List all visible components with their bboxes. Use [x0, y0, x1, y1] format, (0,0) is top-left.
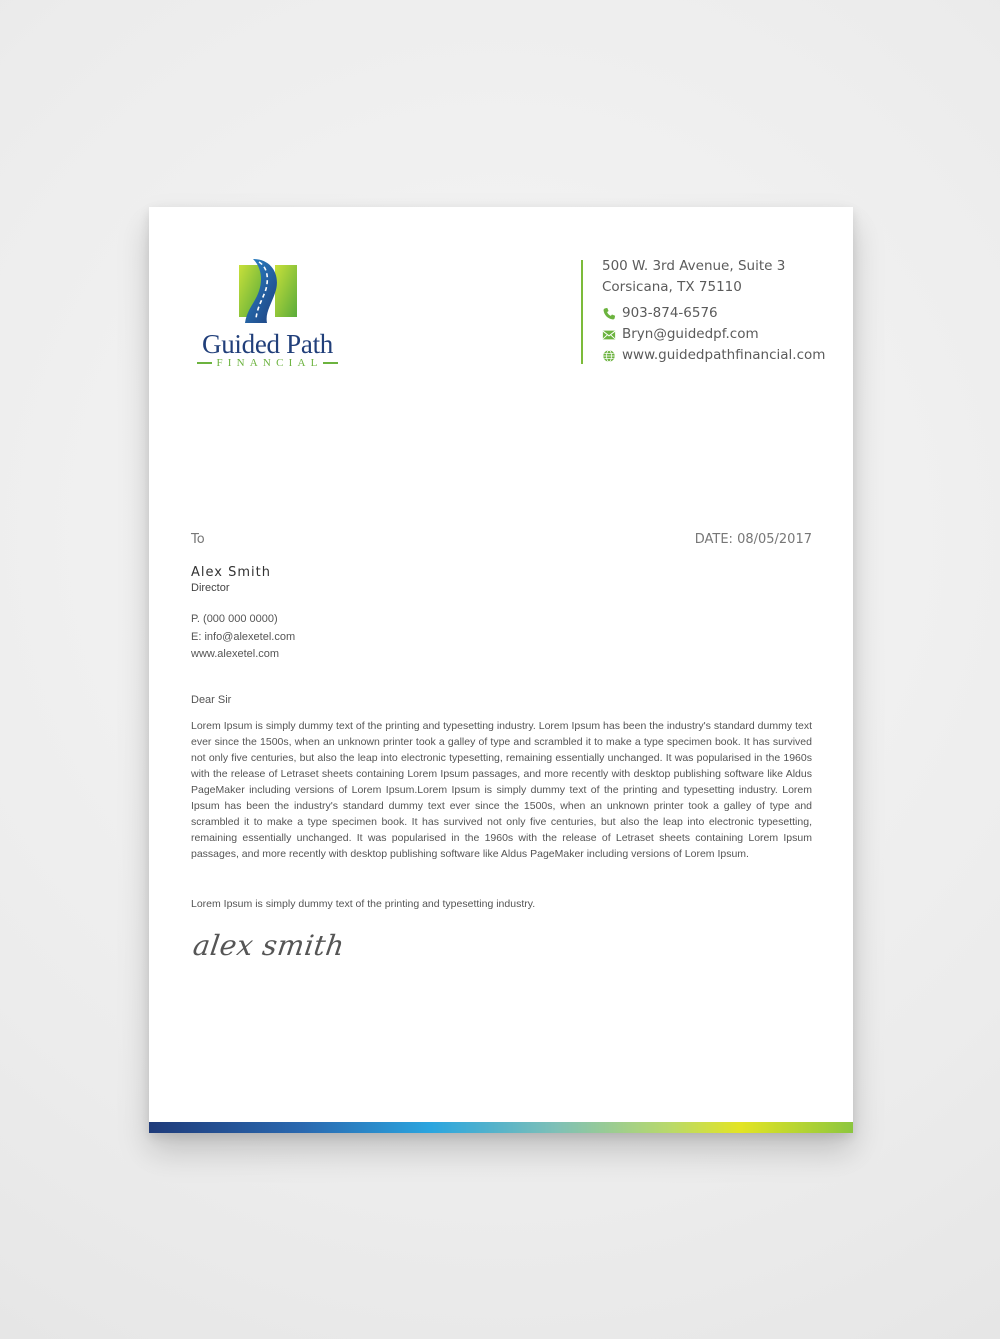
company-logo — [190, 259, 345, 369]
body-paragraph-1: Lorem Ipsum is simply dummy text of the printing and typesetting industry. Lorem Ipsum has been the industry's standard dummy text ever since the 1500s, when an unknown printer took a galley of type and scrambled it to make a type specimen book. It has survived not only five centuries, but also the leap into electronic typesetting, remaining essentially unchanged. It was popularised in the 1960s with the release of Letraset sheets containing Lorem Ipsum passages, and more recently with desktop publishing software like Aldus PageMaker including versions of Lorem Ipsum.Lorem Ipsum is simply dummy text of the printing and typesetting industry. Lorem Ipsum has been the industry's standard dummy text ever since the 1500s, when an unknown printer took a galley of type and scrambled it to make a type specimen book. It has survived not only five centuries, but also the leap into electronic typesetting, remaining essentially unchanged. It was popularised in the 1960s with the release of Letraset sheets containing Lorem Ipsum passages, and more recently with desktop publishing software like Aldus PageMaker including versions of Lorem Ipsum. — [191, 720, 812, 860]
recipient-title: Director — [191, 582, 230, 594]
recipient-phone: P. (000 000 0000) — [191, 613, 278, 625]
company-email[interactable]: Bryn@guidedpf.com — [622, 326, 759, 342]
letter-date: DATE: 08/05/2017 — [694, 532, 812, 547]
address-line-1: 500 W. 3rd Avenue, Suite 3 — [602, 258, 786, 274]
company-website[interactable]: www.guidedpathfinancial.com — [622, 347, 826, 363]
footer-gradient-bar — [149, 1122, 853, 1133]
recipient-email[interactable]: E: info@alexetel.com — [191, 630, 296, 643]
to-label: To — [191, 532, 205, 547]
address-line-2: Corsicana, TX 75110 — [602, 279, 742, 295]
subtitle-rule-right — [323, 362, 338, 364]
greeting: Dear Sir — [191, 694, 232, 706]
company-subtitle-text: FINANCIAL — [216, 357, 323, 369]
company-contact — [602, 256, 842, 366]
letterhead-sheet — [149, 207, 853, 1133]
phone-icon — [602, 307, 616, 321]
subtitle-rule-left — [197, 362, 212, 364]
globe-icon — [602, 349, 616, 363]
recipient-contact — [191, 611, 295, 664]
contact-divider — [581, 260, 583, 364]
company-phone[interactable]: 903-874-6576 — [622, 305, 718, 321]
road-logo-icon — [239, 259, 297, 323]
contact-email-row — [602, 324, 842, 345]
signature: alex smith — [191, 929, 347, 962]
contact-website-row — [602, 345, 842, 366]
recipient-website[interactable]: www.alexetel.com — [191, 648, 280, 660]
envelope-icon — [602, 328, 616, 342]
company-name: Guided Path — [202, 329, 333, 359]
company-subtitle — [190, 357, 345, 369]
contact-phone-row — [602, 303, 842, 324]
body-paragraph-2: Lorem Ipsum is simply dummy text of the printing and typesetting industry. — [191, 898, 536, 910]
recipient-name: Alex Smith — [191, 565, 271, 580]
